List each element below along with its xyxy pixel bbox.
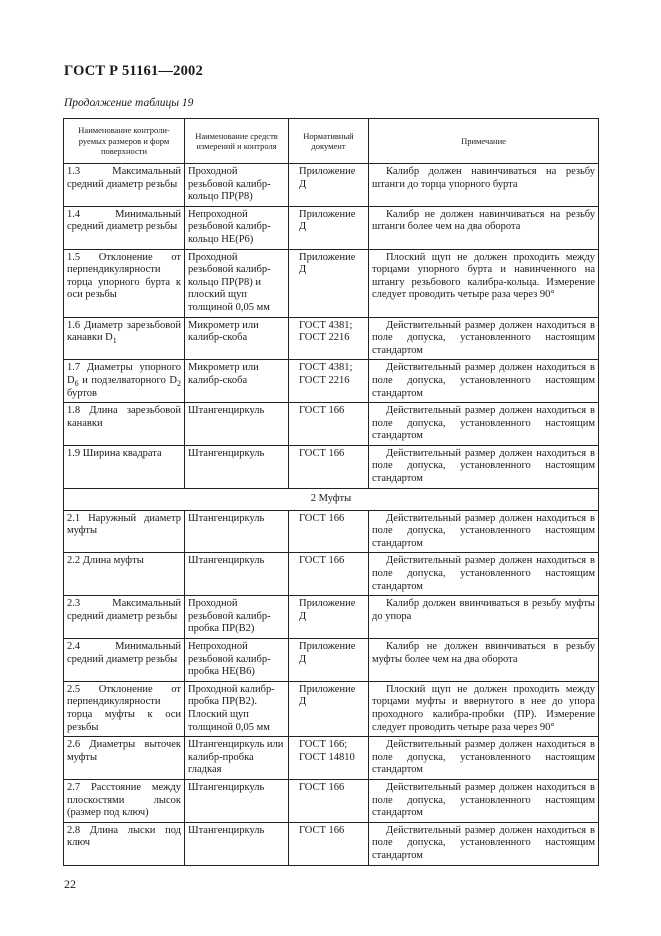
document-cell: Приложение Д	[289, 681, 369, 736]
parameter-cell	[64, 317, 185, 360]
column-header-note: Примечание	[369, 119, 599, 164]
note-cell: Действительный размер должен находиться в поле допуска, установленного настоящим стандартом	[369, 445, 599, 488]
subscript: 1	[112, 336, 117, 346]
document-code: ГОСТ Р 51161—2002	[64, 63, 203, 79]
table-row	[64, 681, 599, 736]
table-row	[64, 553, 599, 596]
document-cell: ГОСТ 166	[289, 822, 369, 865]
instrument-cell: Штангенциркуль	[185, 510, 289, 553]
parameter-cell: 1.3 Максимальный средний диаметр резьбы	[64, 164, 185, 207]
table-row	[64, 206, 599, 249]
table-row	[64, 822, 599, 865]
parameter-cell: 2.6 Диаметры выточек муфты	[64, 737, 185, 780]
instrument-cell: Непроходной резьбовой калибр-пробка НЕ(В6)	[185, 639, 289, 682]
parameter-cell: 1.5 Отклонение от перпендикулярности торца упорного бурта к оси резьбы	[64, 249, 185, 317]
note-cell: Калибр должен навинчиваться на резьбу штанги до торца упорного бурта	[369, 164, 599, 207]
table-row	[64, 317, 599, 360]
instrument-cell: Непроходной резьбовой калибр-кольцо НЕ(Р6)	[185, 206, 289, 249]
column-header-parameter: Наименование контроли-руемых размеров и форм поверхности	[64, 119, 185, 164]
parameter-text: 1.6 Диаметр зарезьбовой канавки D	[67, 319, 181, 344]
document-cell: ГОСТ 166	[289, 779, 369, 822]
table-row	[64, 737, 599, 780]
parameter-text: и подзелваторного D	[78, 374, 177, 386]
document-cell: Приложение Д	[289, 639, 369, 682]
note-cell: Действительный размер должен находиться в поле допуска, установленного настоящим стандартом	[369, 822, 599, 865]
table-row	[64, 596, 599, 639]
instrument-cell: Микрометр или калибр-скоба	[185, 317, 289, 360]
table-row	[64, 445, 599, 488]
document-cell: ГОСТ 166	[289, 510, 369, 553]
column-header-instrument: Наименование средств измерений и контроля	[185, 119, 289, 164]
table-row	[64, 639, 599, 682]
document-cell: Приложение Д	[289, 164, 369, 207]
instrument-cell: Проходной резьбовой калибр-кольцо ПР(Р8)	[185, 164, 289, 207]
note-cell: Калибр не должен навинчиваться на резьбу штанги более чем на два оборота	[369, 206, 599, 249]
document-cell: ГОСТ 4381; ГОСТ 2216	[289, 360, 369, 403]
instrument-cell: Штангенциркуль	[185, 403, 289, 446]
note-cell: Плоский щуп не должен проходить между торцами упорного бурта и навинченного на штангу резьбового калибра-кольца. Измерение следует проводить четыре раза через 90°	[369, 249, 599, 317]
note-cell: Калибр не должен ввинчиваться в резьбу муфты более чем на два оборота	[369, 639, 599, 682]
subscript: 2	[177, 379, 181, 388]
parameter-cell: 2.4 Минимальный средний диаметр резьбы	[64, 639, 185, 682]
instrument-cell: Штангенциркуль	[185, 445, 289, 488]
page-number: 22	[64, 877, 76, 891]
parameter-text: 1.7 Диаметры упорного D	[67, 362, 181, 386]
parameter-cell: 2.3 Максимальный средний диаметр резьбы	[64, 596, 185, 639]
parameter-cell: 2.5 Отклонение от перпендикулярности торца муфты к оси резьбы	[64, 681, 185, 736]
subscript: 6	[74, 379, 79, 388]
table-row	[64, 403, 599, 446]
document-cell: Приложение Д	[289, 249, 369, 317]
note-cell: Действительный размер должен находиться в поле допуска, установленного настоящим стандартом	[369, 510, 599, 553]
instrument-cell: Штангенциркуль	[185, 553, 289, 596]
note-cell: Действительный размер должен находиться в поле допуска, установленного настоящим стандартом	[369, 317, 599, 360]
parameter-text: буртов	[67, 387, 97, 399]
note-cell: Действительный размер должен находиться в поле допуска, установленного настоящим стандартом	[369, 779, 599, 822]
parameter-cell: 1.9 Ширина квадрата	[64, 445, 185, 488]
parameter-cell: 1.4 Минимальный средний диаметр резьбы	[64, 206, 185, 249]
note-cell: Калибр должен ввинчиваться в резьбу муфты до упора	[369, 596, 599, 639]
instrument-cell: Штангенциркуль или калибр-пробка гладкая	[185, 737, 289, 780]
parameter-cell	[64, 360, 185, 403]
document-cell: Приложение Д	[289, 206, 369, 249]
table-row	[64, 164, 599, 207]
document-cell: ГОСТ 4381; ГОСТ 2216	[289, 317, 369, 360]
column-header-document: Нормативный документ	[289, 119, 369, 164]
note-cell: Действительный размер должен находиться в поле допуска, установленного настоящим стандартом	[369, 737, 599, 780]
table-header-row	[64, 119, 599, 164]
document-cell: ГОСТ 166	[289, 445, 369, 488]
note-cell: Действительный размер должен находиться в поле допуска, установленного настоящим стандартом	[369, 553, 599, 596]
instrument-cell: Проходной резьбовой калибр-кольцо ПР(Р8) и плоский щуп толщиной 0,05 мм	[185, 249, 289, 317]
note-cell: Действительный размер должен находиться в поле допуска, установленного настоящим стандартом	[369, 360, 599, 403]
document-cell: ГОСТ 166; ГОСТ 14810	[289, 737, 369, 780]
table-row	[64, 249, 599, 317]
document-cell: Приложение Д	[289, 596, 369, 639]
note-cell: Действительный размер должен находиться в поле допуска, установленного настоящим стандартом	[369, 403, 599, 446]
document-cell: ГОСТ 166	[289, 553, 369, 596]
table-continuation-caption: Продолжение таблицы 19	[64, 97, 194, 109]
table-row	[64, 360, 599, 403]
parameter-cell: 2.2 Длина муфты	[64, 553, 185, 596]
instrument-cell: Проходной калибр-пробка ПР(В2). Плоский щуп толщиной 0,05 мм	[185, 681, 289, 736]
table-row	[64, 779, 599, 822]
parameter-cell: 1.8 Длина зарезьбовой канавки	[64, 403, 185, 446]
instrument-cell: Штангенциркуль	[185, 779, 289, 822]
instrument-cell: Микрометр или калибр-скоба	[185, 360, 289, 403]
parameter-cell: 2.1 Наружный диаметр муфты	[64, 510, 185, 553]
note-cell: Плоский щуп не должен проходить между торцами муфты и ввернутого в нее до упора проходного калибра-пробки (ПР). Измерение следует проводить четыре раза через 90°	[369, 681, 599, 736]
section-title: 2 Муфты	[64, 488, 599, 510]
inspection-table	[63, 118, 599, 866]
table-row	[64, 510, 599, 553]
instrument-cell: Штангенциркуль	[185, 822, 289, 865]
document-cell: ГОСТ 166	[289, 403, 369, 446]
instrument-cell: Проходной резьбовой калибр-пробка ПР(В2)	[185, 596, 289, 639]
parameter-cell: 2.8 Длина лыски под ключ	[64, 822, 185, 865]
parameter-cell: 2.7 Расстояние между плоскостями лысок (размер под ключ)	[64, 779, 185, 822]
section-row	[64, 488, 599, 510]
